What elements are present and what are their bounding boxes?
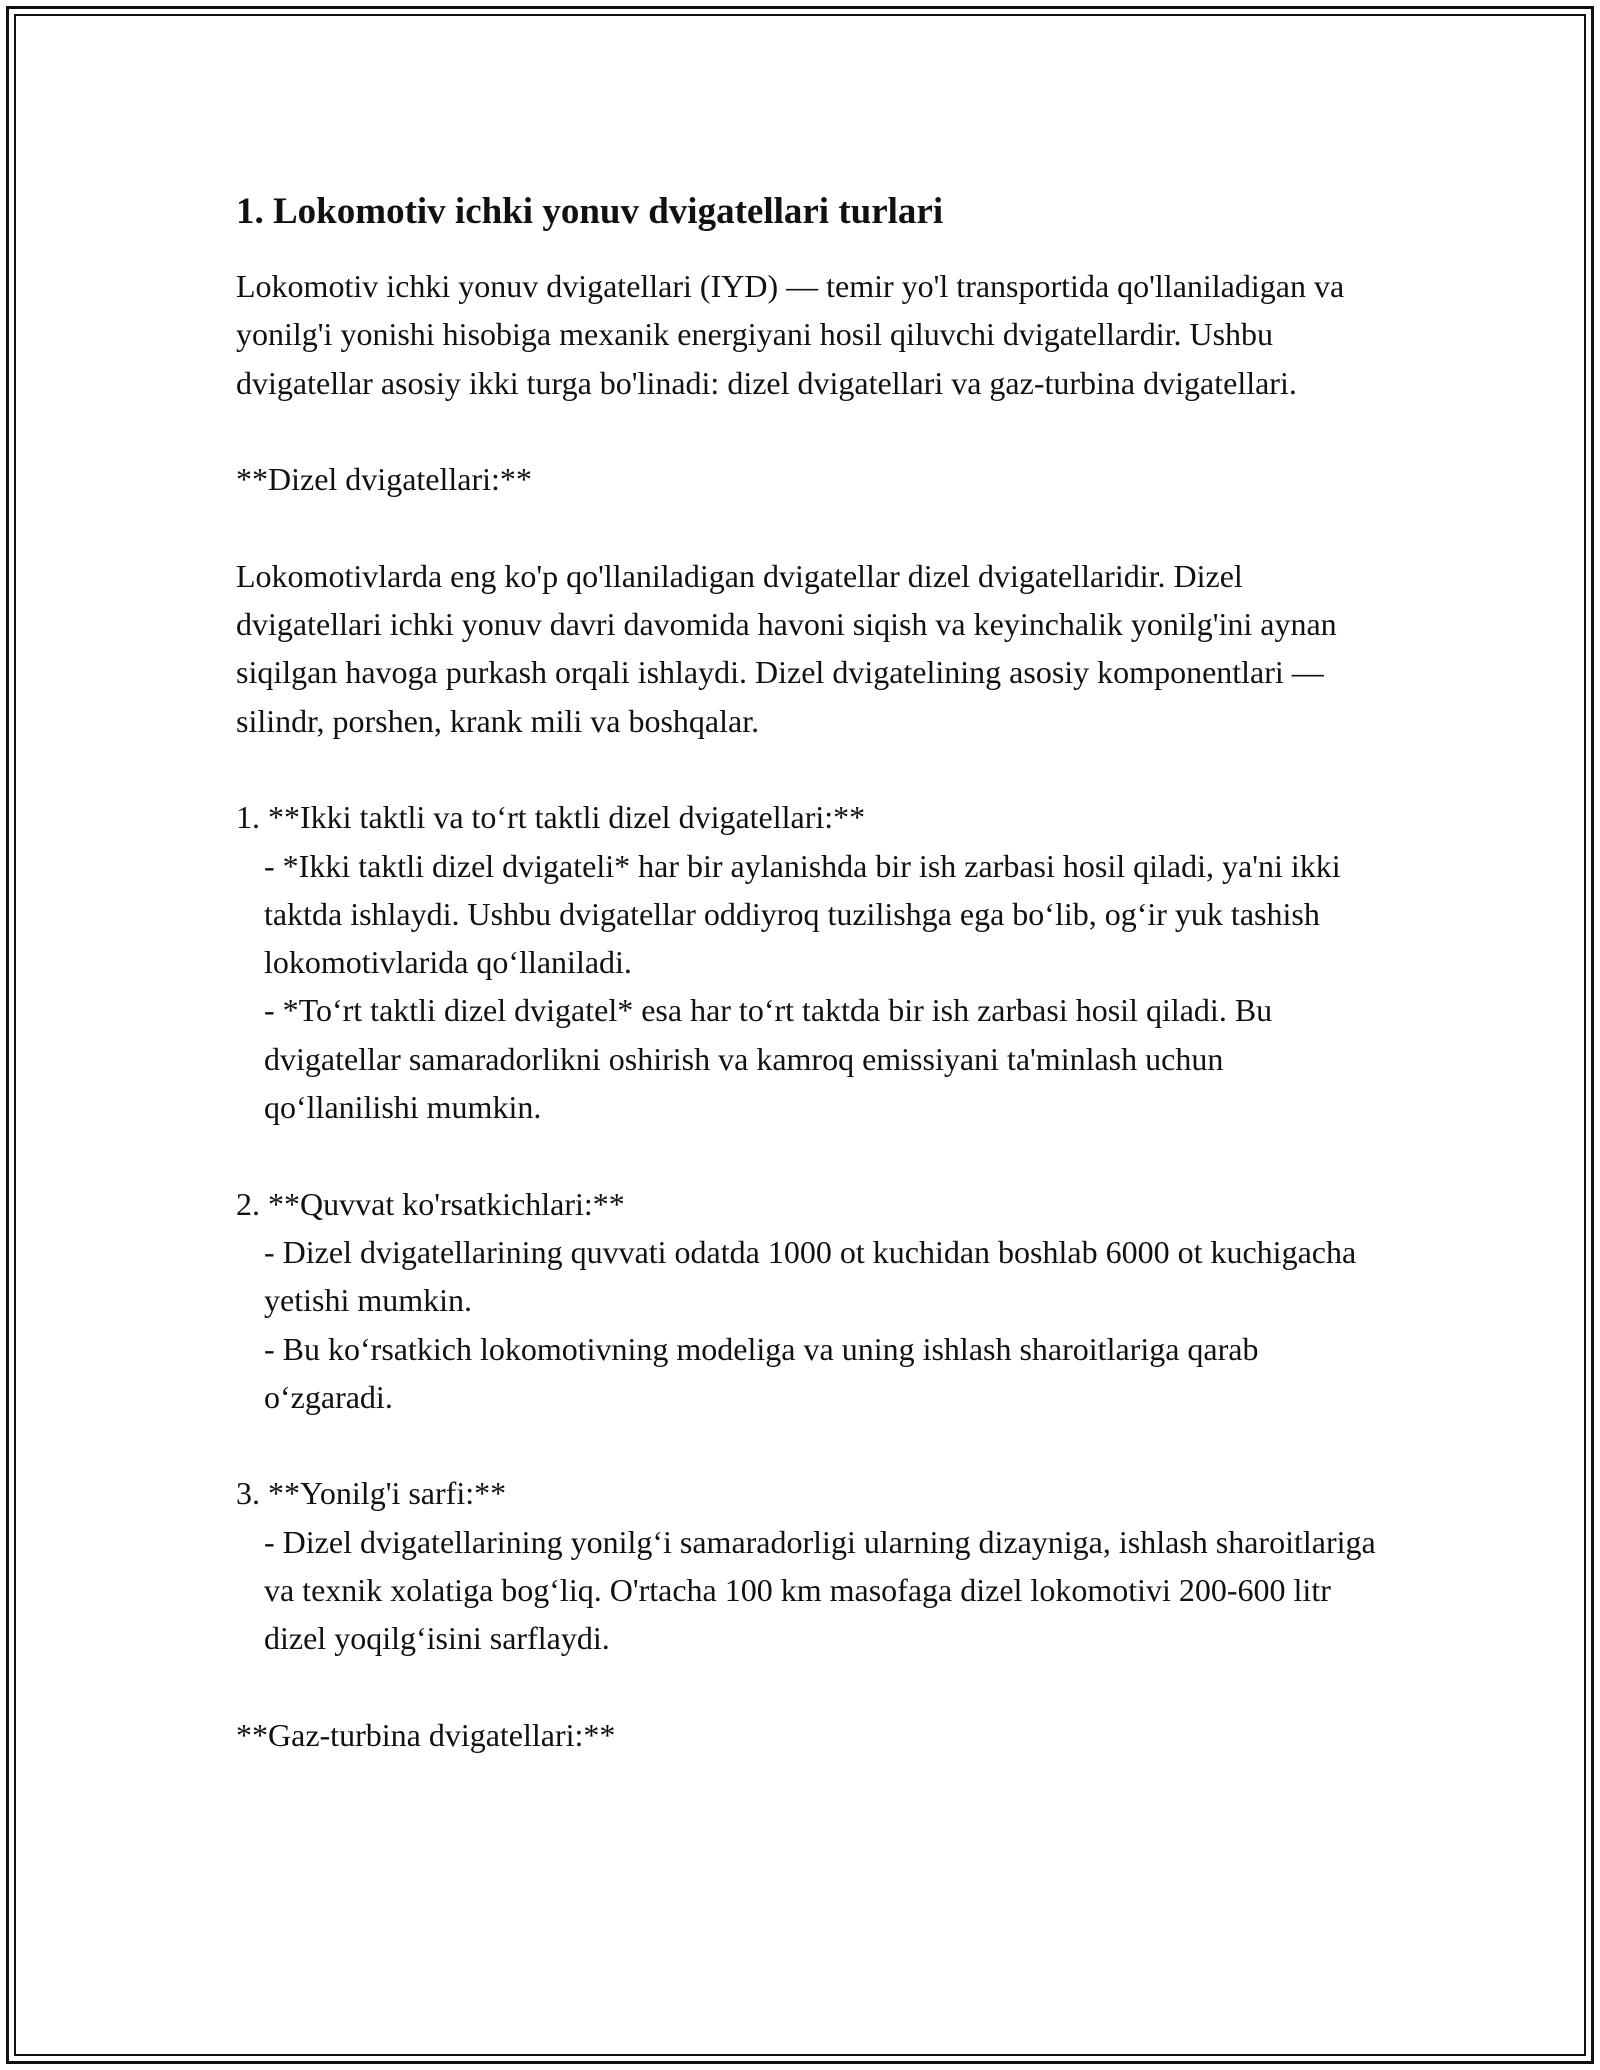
paragraph-gap	[236, 503, 1376, 551]
paragraph-gap	[236, 1663, 1376, 1711]
list-item-heading: 2. **Quvvat ko'rsatkichlari:**	[236, 1185, 625, 1222]
paragraph-gap	[236, 745, 1376, 793]
list-item	[236, 1180, 1376, 1421]
document-title: 1. Lokomotiv ichki yonuv dvigatellari turlari	[236, 191, 944, 232]
list-item	[236, 793, 1376, 1131]
list-item-bullet: - Dizel dvigatellarining yonilg‘i samaradorligi ularning dizayniga, ishlash sharoitlariga va texnik xolatiga bog‘liq. O'rtacha 100 km masofaga dizel lokomotivi 200-600 litr dizel yoqilg‘isini sarflaydi.	[264, 1523, 1376, 1657]
list-item-bullet: - Bu ko‘rsatkich lokomotivning modeliga va uning ishlash sharoitlariga qarab o‘zgaradi.	[264, 1330, 1259, 1415]
dizel-heading: **Dizel dvigatellari:**	[236, 461, 532, 498]
paragraph-gap	[236, 1421, 1376, 1469]
gaz-turbina-heading: **Gaz-turbina dvigatellari:**	[236, 1716, 616, 1753]
list-item-bullet: - Dizel dvigatellarining quvvati odatda 1000 ot kuchidan boshlab 6000 ot kuchigacha yetishi mumkin.	[264, 1233, 1357, 1319]
document-body	[236, 188, 1376, 1759]
paragraph-gap	[236, 1131, 1376, 1179]
list-item	[236, 1469, 1376, 1662]
list-item-bullet: - *Ikki taktli dizel dvigateli* har bir aylanishda bir ish zarbasi hosil qiladi, ya'ni ikki taktda ishlaydi. Ushbu dvigatellar oddiyroq tuzilishga ega bo‘lib, og‘ir yuk tashish lokomotivlarida qo‘llaniladi.	[264, 847, 1341, 981]
list-item-bullet: - *To‘rt taktli dizel dvigatel* esa har to‘rt taktda bir ish zarbasi hosil qiladi. Bu dvigatellar samaradorlikni oshirish va kamroq emissiyani ta'minlash uchun qo‘llanilishi mumkin.	[264, 992, 1273, 1126]
dizel-intro-paragraph: Lokomotivlarda eng ko'p qo'llaniladigan dvigatellar dizel dvigatellaridir. Dizel dvigatellari ichki yonuv davri davomida havoni siqish va keyinchalik yonilg'ini aynan siqilgan havoga purkash orqali ishlaydi. Dizel dvigatelining asosiy komponentlari — silindr, porshen, krank mili va boshqalar.	[236, 557, 1337, 739]
list-item-heading: 3. **Yonilg'i sarfi:**	[236, 1475, 507, 1512]
intro-paragraph: Lokomotiv ichki yonuv dvigatellari (IYD) — temir yo'l transportida qo'llaniladigan va yonilg'i yonishi hisobiga mexanik energiyani hosil qiluvchi dvigatellardir. Ushbu dvigatellar asosiy ikki turga bo'linadi: dizel dvigatellari va gaz-turbina dvigatellari.	[236, 268, 1345, 401]
paragraph-gap	[236, 407, 1376, 455]
list-item-heading: 1. **Ikki taktli va to‘rt taktli dizel dvigatellari:**	[236, 799, 866, 836]
